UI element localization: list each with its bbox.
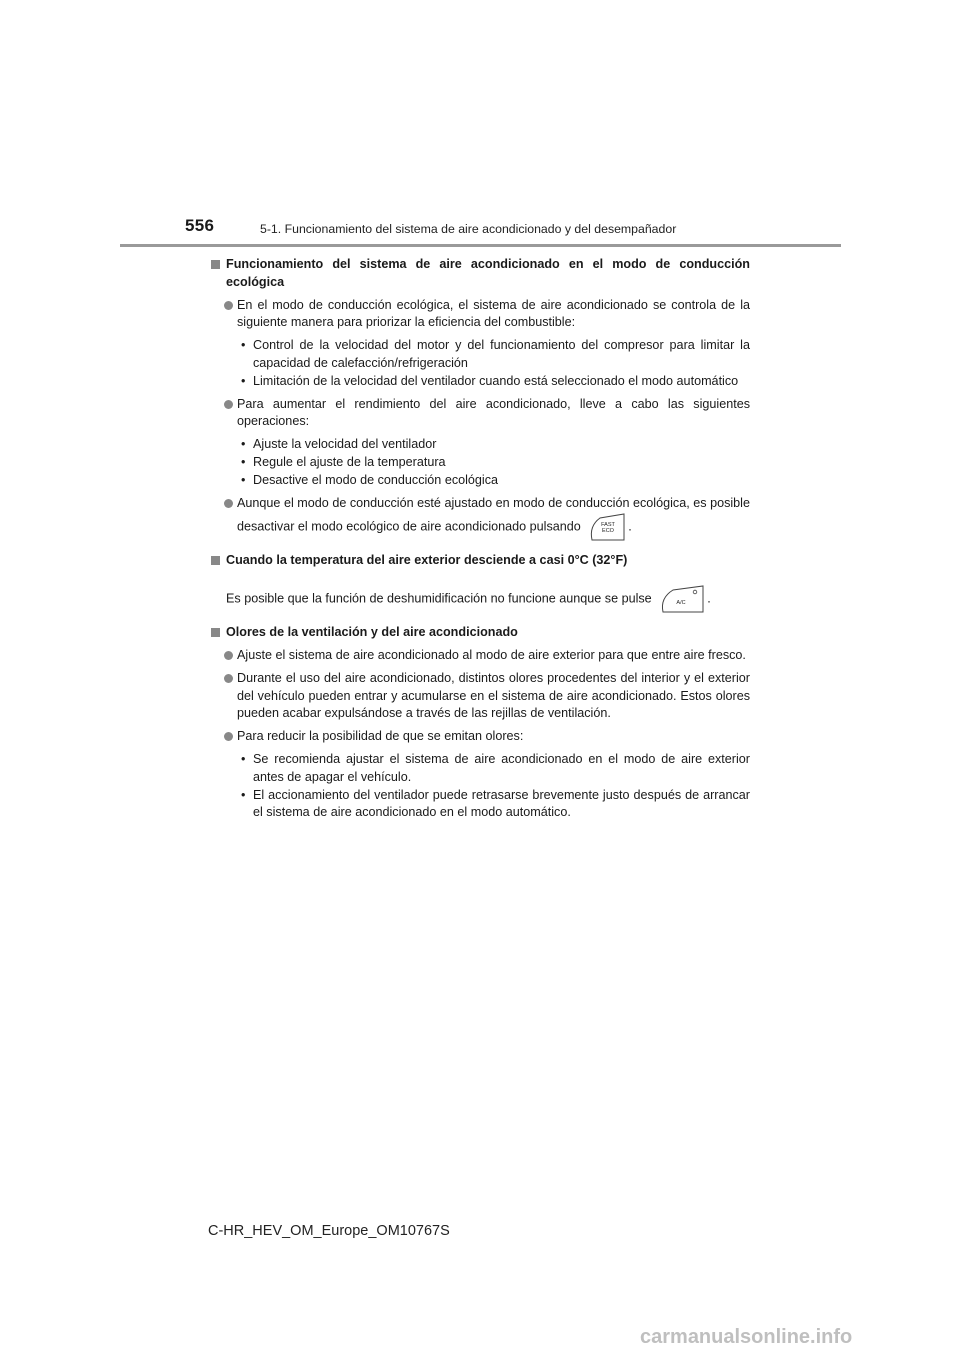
list-item: • Se recomienda ajustar el sistema de aire acondicionado en el modo de aire exterior antes de apagar el vehículo. [241,751,750,784]
page-content [211,256,750,826]
watermark: carmanualsonline.info [640,1326,853,1348]
ac-label: A/C [676,600,686,607]
fast-label: FAST [601,522,616,529]
section-heading-low-temperature: Cuando la temperatura del aire exterior desciende a casi 0°C (32°F) [211,552,750,570]
eco-label: ECO [602,528,615,535]
list-item: • Desactive el modo de conducción ecológica [241,472,499,487]
round-bullet-icon [224,499,233,508]
round-bullet-icon [224,651,233,660]
list-item: • El accionamiento del ventilador puede retrasarse brevemente justo después de arrancar el sistema de aire acondicionado en el modo automático. [241,787,750,820]
list-item: • Control de la velocidad del motor y del funcionamiento del compresor para limitar la capacidad de calefacción/refrigeración [241,338,750,370]
round-bullet-icon [224,301,233,310]
square-bullet-icon [211,260,220,269]
sublist-improve-performance [211,436,750,489]
round-bullet-icon [224,674,233,683]
list-item: • Ajuste la velocidad del ventilador [241,437,437,452]
sublist-eco-control [211,337,750,390]
square-bullet-icon [211,556,220,565]
bullet-reduce-odors: Para reducir la posibilidad de que se emitan olores: [211,728,750,746]
chapter-title: 5-1. Funcionamiento del sistema de aire acondicionado y del desempañador [260,222,677,236]
round-bullet-icon [224,400,233,409]
bullet-odors-accumulate: Durante el uso del aire acondicionado, distintos olores procedentes del interior y el exterior del vehículo pueden entrar y acumularse en el sistema de aire acondicionado. Estos olores pueden acabar expulsándose a través de las rejillas de ventilación. [211,670,750,723]
bullet-eco-control: En el modo de conducción ecológica, el sistema de aire acondicionado se controla de la siguiente manera para priorizar la eficiencia del combustible: [211,297,750,333]
list-item: • Regule el ajuste de la temperatura [241,454,446,469]
bullet-improve-performance: Para aumentar el rendimiento del aire acondicionado, lleve a cabo las siguientes operaciones: [211,396,750,432]
round-bullet-icon [224,732,233,741]
page-number: 556 [185,216,215,235]
bullet-outside-air: Ajuste el sistema de aire acondicionado al modo de aire exterior para que entre aire fresco. [211,647,750,665]
ac-button-icon [657,584,705,614]
paragraph-dehumidification: Es posible que la función de deshumidificación no funcione aunque se pulse A/C . [211,584,750,614]
sublist-reduce-odors [211,751,750,822]
section-heading-odors: Olores de la ventilación y del aire acondicionado [211,624,750,642]
document-id-footer: C-HR_HEV_OM_Europe_OM10767S [208,1223,450,1239]
section-heading-eco-mode: Funcionamiento del sistema de aire acondicionado en el modo de conducción ecológica [211,256,750,292]
header-divider [120,244,841,247]
list-item: • Limitación de la velocidad del ventilador cuando está seleccionado el modo automático [241,373,739,388]
square-bullet-icon [211,628,220,637]
fast-eco-button-icon [586,512,626,542]
bullet-deactivate-eco-ac: Aunque el modo de conducción esté ajustado en modo de conducción ecológica, es posible desactivar el modo ecológico de aire acondicionado pulsando FAST ECO . [211,495,750,543]
